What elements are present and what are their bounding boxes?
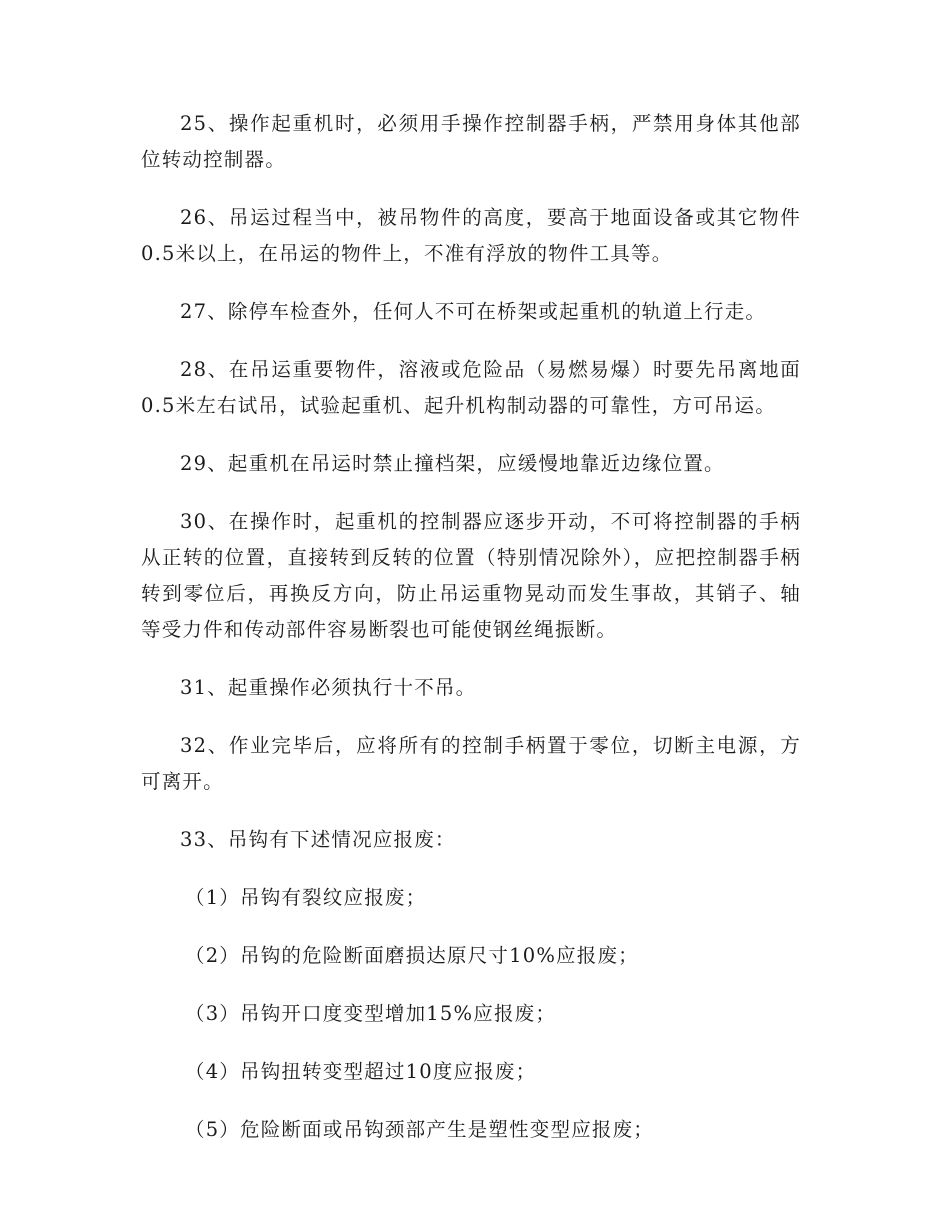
paragraph-30: 30、在操作时，起重机的控制器应逐步开动，不可将控制器的手柄从正转的位置，直接转到反转的位置（特别情况除外），应把控制器手柄转到零位后，再换反方向，防止吊运重物晃动而发生事故，其销子、轴等受力件和传动部件容易断裂也可能使钢丝绳振断。 — [141, 510, 801, 641]
sub-item-5: （5）危险断面或吊钩颈部产生是塑性变型应报废； — [185, 1118, 655, 1141]
sub-item-3: （3）吊钩开口度变型增加15%应报废； — [185, 1002, 557, 1025]
paragraph-26: 26、吊运过程当中，被吊物件的高度，要高于地面设备或其它物件0.5米以上，在吊运的物件上，不准有浮放的物件工具等。 — [141, 206, 801, 265]
paragraph-33: 33、吊钩有下述情况应报废： — [180, 828, 456, 851]
document-body — [141, 106, 801, 1170]
paragraph-29: 29、起重机在吊运时禁止撞档架，应缓慢地靠近边缘位置。 — [180, 452, 725, 475]
sub-item-1: （1）吊钩有裂纹应报废； — [185, 886, 427, 909]
paragraph-27: 27、除停车检查外，任何人不可在桥架或起重机的轨道上行走。 — [180, 300, 767, 323]
paragraph-32: 32、作业完毕后，应将所有的控制手柄置于零位，切断主电源，方可离开。 — [141, 734, 801, 793]
paragraph-28: 28、在吊运重要物件，溶液或危险品（易燃易爆）时要先吊离地面0.5米左右试吊，试验起重机、起升机构制动器的可靠性，方可吊运。 — [141, 358, 801, 417]
paragraph-31: 31、起重操作必须执行十不吊。 — [180, 676, 477, 699]
sub-item-2: （2）吊钩的危险断面磨损达原尺寸10%应报废； — [185, 944, 639, 967]
sub-item-4: （4）吊钩扭转变型超过10度应报废； — [185, 1060, 537, 1083]
paragraph-25: 25、操作起重机时，必须用手操作控制器手柄，严禁用身体其他部位转动控制器。 — [141, 112, 801, 171]
